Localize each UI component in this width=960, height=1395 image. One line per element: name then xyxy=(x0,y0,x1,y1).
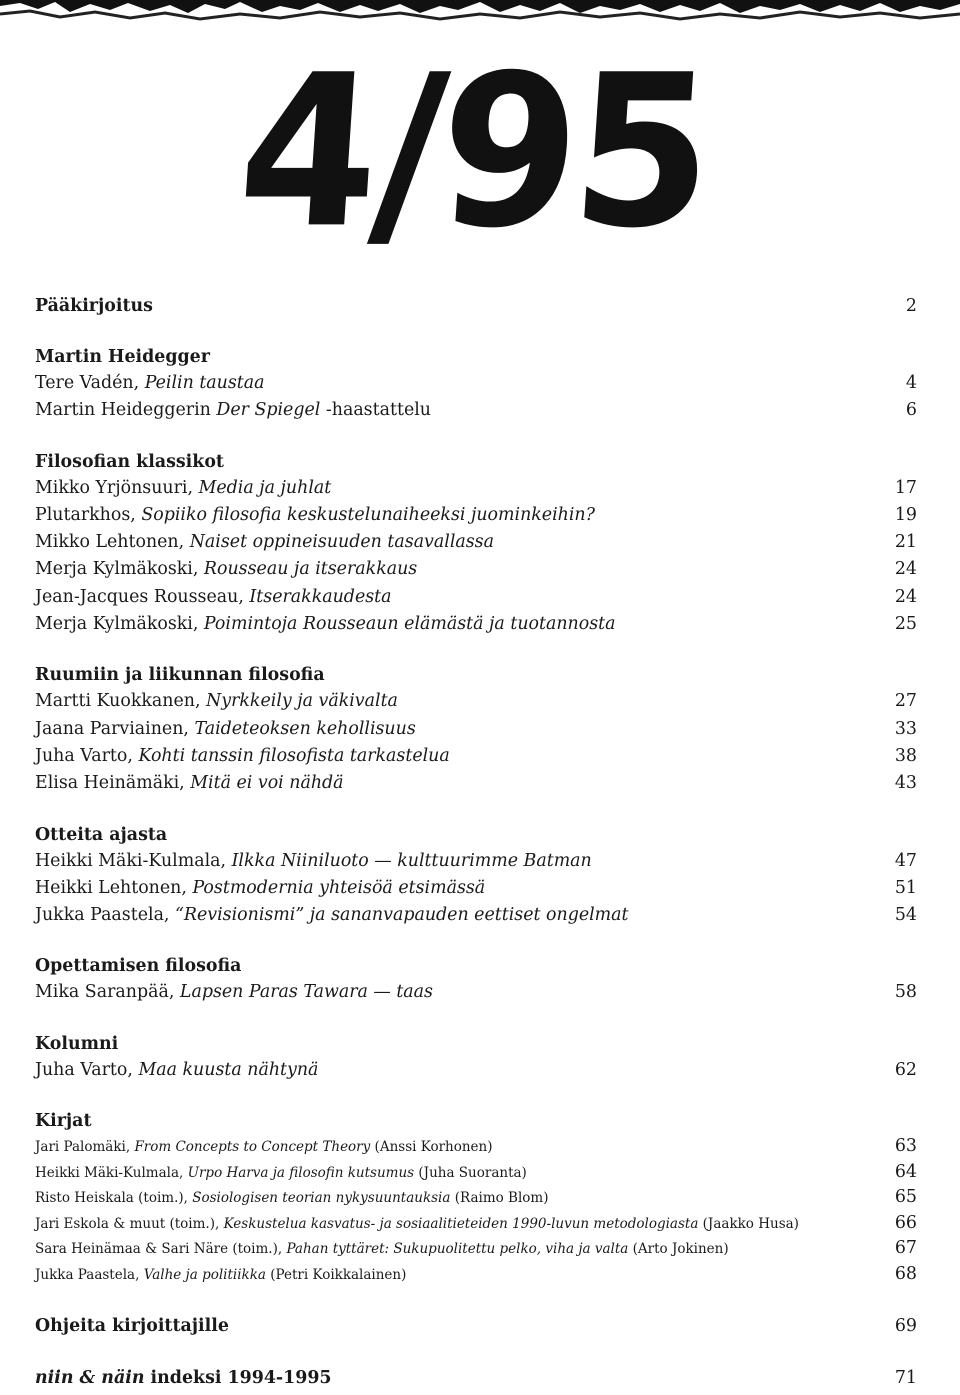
page-number: 33 xyxy=(894,718,917,739)
toc-entry xyxy=(35,475,917,502)
issue-number: 4/95 xyxy=(231,30,715,275)
book-title: Keskustelua kasvatus- ja sosiaalitieteiden 1990-luvun metodologiasta xyxy=(223,1215,699,1232)
toc-entry xyxy=(35,502,917,529)
entry-title: Itserakkaudesta xyxy=(249,586,392,607)
page-number: 65 xyxy=(894,1187,917,1208)
toc-entry xyxy=(35,397,917,424)
book-author: Risto Heiskala (toim.), xyxy=(35,1190,193,1207)
entry-title: Rousseau ja itserakkaus xyxy=(203,559,418,580)
book-reviewer: (Jaakko Husa) xyxy=(698,1215,799,1232)
page-number: 2 xyxy=(905,296,917,316)
decorative-banner xyxy=(0,0,960,22)
entry-title: Ilkka Niiniluoto — kulttuurimme Batman xyxy=(231,850,592,871)
book-title: Valhe ja politiikka xyxy=(143,1266,266,1283)
entry-title: Sopiiko filosofia keskustelunaiheeksi juominkeihin? xyxy=(141,504,595,525)
section-heading: Pääkirjoitus xyxy=(35,296,153,316)
entry-prefix: Martin Heideggerin xyxy=(35,400,217,421)
page-number: 62 xyxy=(894,1059,917,1080)
entry-title: Peilin taustaa xyxy=(144,373,265,393)
toc-entry xyxy=(35,529,917,556)
section-heading: Filosofian klassikot xyxy=(35,451,224,472)
entry-title: Lapsen Paras Tawara — taas xyxy=(179,982,433,1003)
page-number: 25 xyxy=(894,614,917,635)
page-number: 19 xyxy=(894,504,917,525)
entry-author: Jean-Jacques Rousseau, xyxy=(35,586,250,607)
entry-title: Naiset oppineisuuden tasavallassa xyxy=(189,532,494,553)
page-number: 24 xyxy=(894,559,917,580)
book-author: Heikki Mäki-Kulmala, xyxy=(35,1164,188,1181)
page-number: 69 xyxy=(894,1316,917,1337)
entry-title: “Revisionismi” ja sananvapauden eettiset ongelmat xyxy=(175,905,629,926)
page-number: 4 xyxy=(905,373,917,393)
toc-entry xyxy=(35,611,917,638)
toc-entry xyxy=(35,848,917,875)
page-number: 63 xyxy=(894,1136,917,1157)
section-klassikot xyxy=(35,449,917,639)
book-title: Urpo Harva ja filosofin kutsumus xyxy=(187,1164,415,1181)
entry-author: Heikki Mäki-Kulmala, xyxy=(35,850,232,871)
entry-author: Mikko Yrjönsuuri, xyxy=(35,477,199,498)
section-ohjeita xyxy=(35,1313,917,1339)
page-number: 71 xyxy=(894,1368,917,1389)
book-author: Sara Heinämaa & Sari Näre (toim.), xyxy=(35,1241,287,1258)
page-number: 43 xyxy=(894,773,917,794)
book-entry xyxy=(35,1160,917,1186)
entry-author: Mika Saranpää, xyxy=(35,982,180,1003)
toc-entry xyxy=(35,370,917,397)
entry-author: Elisa Heinämäki, xyxy=(35,773,191,794)
entry-title: Media ja juhlat xyxy=(198,477,332,498)
section-heading: Martin Heidegger xyxy=(35,347,210,367)
entry-title: Kohti tanssin filosofista tarkastelua xyxy=(138,745,450,766)
toc-entry xyxy=(35,688,917,715)
page-number: 68 xyxy=(894,1263,917,1284)
section-ruumiin xyxy=(35,662,917,797)
toc-entry xyxy=(35,584,917,611)
entry-title: Poimintoja Rousseaun elämästä ja tuotannosta xyxy=(203,614,616,635)
entry-author: Martti Kuokkanen, xyxy=(35,691,207,712)
book-author: Jari Eskola & muut (toim.), xyxy=(35,1215,224,1232)
book-author: Jari Palomäki, xyxy=(35,1139,135,1156)
entry-title: Taideteoksen kehollisuus xyxy=(194,718,416,739)
toc-entry xyxy=(35,875,917,902)
page-number: 6 xyxy=(905,400,917,421)
index-title-italic: niin & näin xyxy=(35,1368,145,1389)
section-heidegger xyxy=(35,344,917,425)
page-number: 54 xyxy=(894,905,917,926)
page-number: 47 xyxy=(894,850,917,871)
book-reviewer: (Petri Koikkalainen) xyxy=(265,1266,407,1283)
book-entry xyxy=(35,1185,917,1211)
entry-suffix: -haastattelu xyxy=(320,400,431,421)
book-reviewer: (Arto Jokinen) xyxy=(628,1241,729,1258)
entry-author: Juha Varto, xyxy=(35,1059,139,1080)
book-title: From Concepts to Concept Theory xyxy=(134,1139,371,1156)
page-number: 64 xyxy=(894,1161,917,1182)
section-heading: Opettamisen filosofia xyxy=(35,956,242,977)
page-number: 17 xyxy=(894,477,917,498)
section-kirjat xyxy=(35,1108,917,1287)
entry-title: Mitä ei voi nähdä xyxy=(190,773,344,794)
section-heading: Ruumiin ja liikunnan filosofia xyxy=(35,665,325,686)
page-number: 66 xyxy=(894,1212,917,1233)
page-number: 38 xyxy=(894,745,917,766)
book-reviewer: (Anssi Korhonen) xyxy=(370,1139,493,1156)
toc-entry xyxy=(35,716,917,743)
page-number: 21 xyxy=(894,532,917,553)
book-title: Pahan tyttäret: Sukupuolitettu pelko, viha ja valta xyxy=(286,1241,629,1258)
toc-entry xyxy=(35,556,917,583)
entry-title: Maa kuusta nähtynä xyxy=(138,1059,319,1080)
entry-author: Tere Vadén, xyxy=(35,373,145,393)
entry-author: Heikki Lehtonen, xyxy=(35,877,193,898)
entry-author: Merja Kylmäkoski, xyxy=(35,559,204,580)
page-number: 27 xyxy=(894,691,917,712)
table-of-contents xyxy=(35,293,917,1391)
entry-author: Plutarkhos, xyxy=(35,504,142,525)
toc-entry xyxy=(35,902,917,929)
book-entry xyxy=(35,1236,917,1262)
section-kolumni xyxy=(35,1031,917,1084)
entry-author: Juha Varto, xyxy=(35,745,139,766)
index-title-rest: indeksi 1994-1995 xyxy=(144,1368,332,1389)
entry-title: Nyrkkeily ja väkivalta xyxy=(206,691,398,712)
book-entry xyxy=(35,1211,917,1237)
section-heading: Kirjat xyxy=(35,1111,92,1132)
toc-entry xyxy=(35,743,917,770)
page-number: 67 xyxy=(894,1238,917,1259)
section-heading: Ohjeita kirjoittajille xyxy=(35,1316,229,1337)
page-number: 51 xyxy=(894,877,917,898)
toc-entry xyxy=(35,770,917,797)
section-opettamisen xyxy=(35,953,917,1006)
page-number: 24 xyxy=(894,586,917,607)
toc-entry xyxy=(35,979,917,1006)
entry-author: Mikko Lehtonen, xyxy=(35,532,190,553)
book-entry xyxy=(35,1134,917,1160)
section-heading: Kolumni xyxy=(35,1033,119,1054)
entry-title: Der Spiegel xyxy=(216,400,321,421)
entry-author: Jukka Paastela, xyxy=(35,905,175,926)
page-number: 58 xyxy=(894,982,917,1003)
section-heading: Otteita ajasta xyxy=(35,824,168,845)
section-otteita xyxy=(35,822,917,930)
book-author: Jukka Paastela, xyxy=(35,1266,144,1283)
book-title: Sosiologisen teorian nykysuuntauksia xyxy=(192,1190,451,1207)
book-entry xyxy=(35,1262,917,1288)
section-paakirjoitus xyxy=(35,293,917,319)
entry-title: Postmodernia yhteisöä etsimässä xyxy=(192,877,486,898)
entry-author: Jaana Parviainen, xyxy=(35,718,195,739)
entry-author: Merja Kylmäkoski, xyxy=(35,614,204,635)
book-reviewer: (Raimo Blom) xyxy=(450,1190,549,1207)
section-index xyxy=(35,1365,917,1391)
book-reviewer: (Juha Suoranta) xyxy=(414,1164,527,1181)
toc-entry xyxy=(35,1057,917,1084)
